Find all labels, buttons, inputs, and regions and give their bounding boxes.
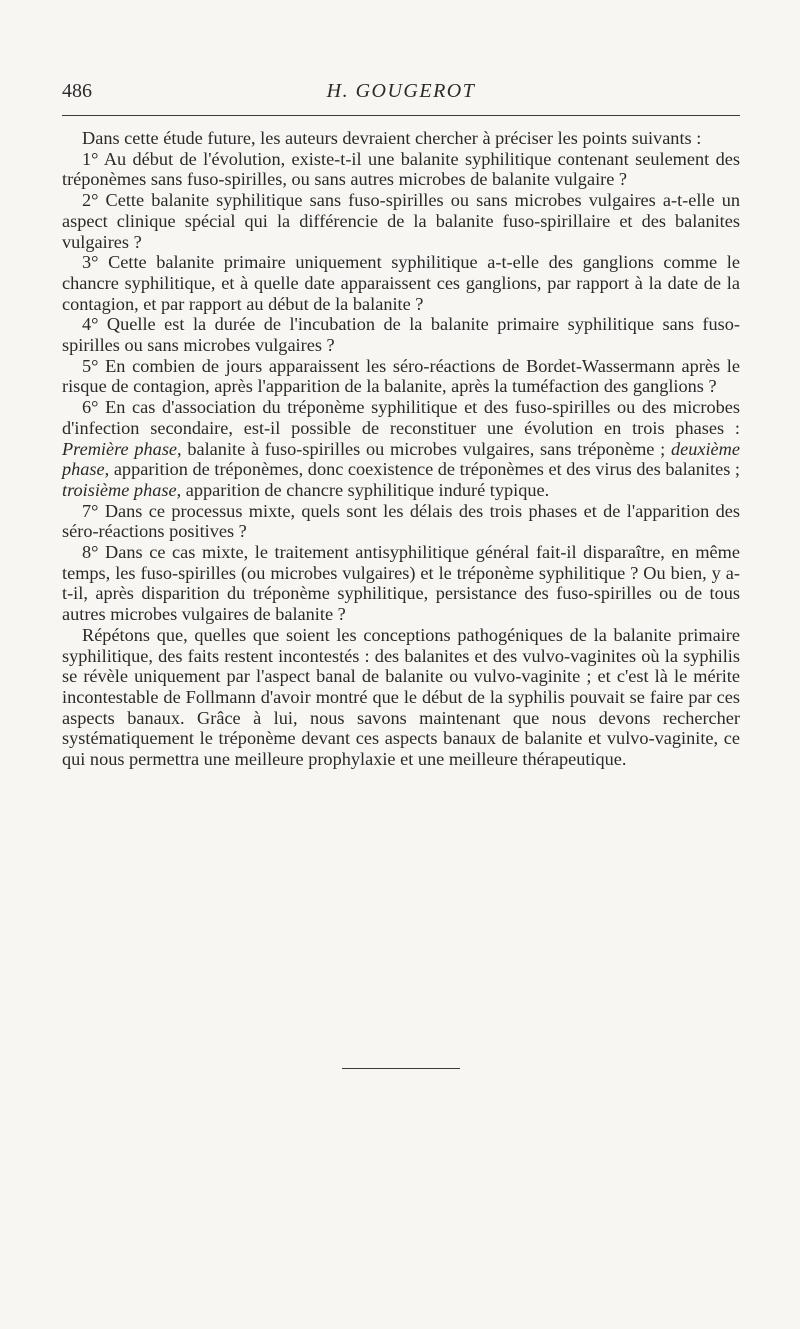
paragraph-question-3 xyxy=(62,252,740,314)
page xyxy=(62,80,740,770)
paragraph-question-7 xyxy=(62,501,740,542)
paragraph-text: 2° Cette balanite syphilitique sans fuso-spirilles ou sans microbes vulgaires a-t-elle un aspect clinique spécial qui la différencie de la balanite fuso-spirillaire et des balanites vulgaires ? xyxy=(62,190,740,252)
paragraph-text: , apparition de tréponèmes, donc coexistence de tréponèmes et des virus des balanites ; xyxy=(104,459,740,480)
running-head: H. GOUGEROT xyxy=(326,80,476,102)
paragraph-text: 3° Cette balanite primaire uniquement syphilitique a-t-elle des ganglions comme le chancre syphilitique, et à quelle date apparaissent ces ganglions, par rapport à la date de la contagion, et par rapport au début de la balanite ? xyxy=(62,252,740,314)
paragraph-text: 5° En combien de jours apparaissent les séro-réactions de Bordet-Wassermann après le risque de contagion, après l'apparition de la balanite, après la tuméfaction des ganglions ? xyxy=(62,355,740,397)
page-header xyxy=(62,80,740,110)
paragraph-text: , balanite à fuso-spirilles ou microbes vulgaires, sans tréponème ; xyxy=(177,438,671,459)
paragraph-text: , apparition de chancre syphilitique induré typique. xyxy=(176,479,550,500)
paragraph-text: Dans cette étude future, les auteurs devraient chercher à préciser les points suivants : xyxy=(82,128,702,148)
paragraph-question-8 xyxy=(62,542,740,625)
paragraph-conclusion xyxy=(62,625,740,770)
end-rule xyxy=(342,1068,460,1069)
paragraph-text: 6° En cas d'association du tréponème syphilitique et des fuso-spirilles ou des microbes d'infection secondaire, est-il possible de reconstituer une évolution en trois phases : xyxy=(62,397,740,438)
body-text xyxy=(62,128,740,770)
emphasis-third-phase: troisième phase xyxy=(62,479,177,500)
paragraph-text: Répétons que, quelles que soient les conceptions pathogéniques de la balanite primaire syphilitique, des faits restent incontestés : des balanites et des vulvo-vaginites où la syphilis se révèle uniquement par l'aspect banal de balanite ou vulvo-vaginite ; et c'est là le mérite incontestable de Follmann d'avoir montré que le début de la syphilis pouvait se faire par ces aspects banaux. Grâce à lui, nous savons maintenant que nous devons rechercher systématiquement le tréponème devant ces aspects banaux de balanite et vulvo-vaginite, ce qui nous permettra une meilleure prophylaxie et une meilleure thérapeutique. xyxy=(62,624,740,770)
page-number: 486 xyxy=(62,80,92,102)
emphasis-first-phase: Première phase xyxy=(62,438,178,459)
paragraph-question-6 xyxy=(62,397,740,501)
paragraph-text: 1° Au début de l'évolution, existe-t-il une balanite syphilitique contenant seulement des tréponèmes sans fuso-spirilles, ou sans autres microbes de balanite vulgaire ? xyxy=(62,148,740,190)
paragraph-intro xyxy=(62,128,740,149)
paragraph-text: 8° Dans ce cas mixte, le traitement antisyphilitique général fait-il disparaître, en même temps, les fuso-spirilles (ou microbes vulgaires) et le tréponème syphilitique ? Ou bien, y a-t-il, après disparition du tréponème syphilitique, persistance des fuso-spirilles ou de tous autres microbes vulgaires de balanite ? xyxy=(62,542,740,625)
emphasis-second-phase: deuxième phase xyxy=(62,438,740,480)
paragraph-text: 7° Dans ce processus mixte, quels sont les délais des trois phases et de l'apparition des séro-réactions positives ? xyxy=(62,500,740,542)
paragraph-question-5 xyxy=(62,356,740,397)
paragraph-question-2 xyxy=(62,190,740,252)
paragraph-question-4 xyxy=(62,314,740,355)
header-rule xyxy=(62,115,740,116)
paragraph-text: 4° Quelle est la durée de l'incubation de la balanite primaire syphilitique sans fuso-spirilles ou sans microbes vulgaires ? xyxy=(62,314,740,356)
paragraph-question-1 xyxy=(62,149,740,190)
